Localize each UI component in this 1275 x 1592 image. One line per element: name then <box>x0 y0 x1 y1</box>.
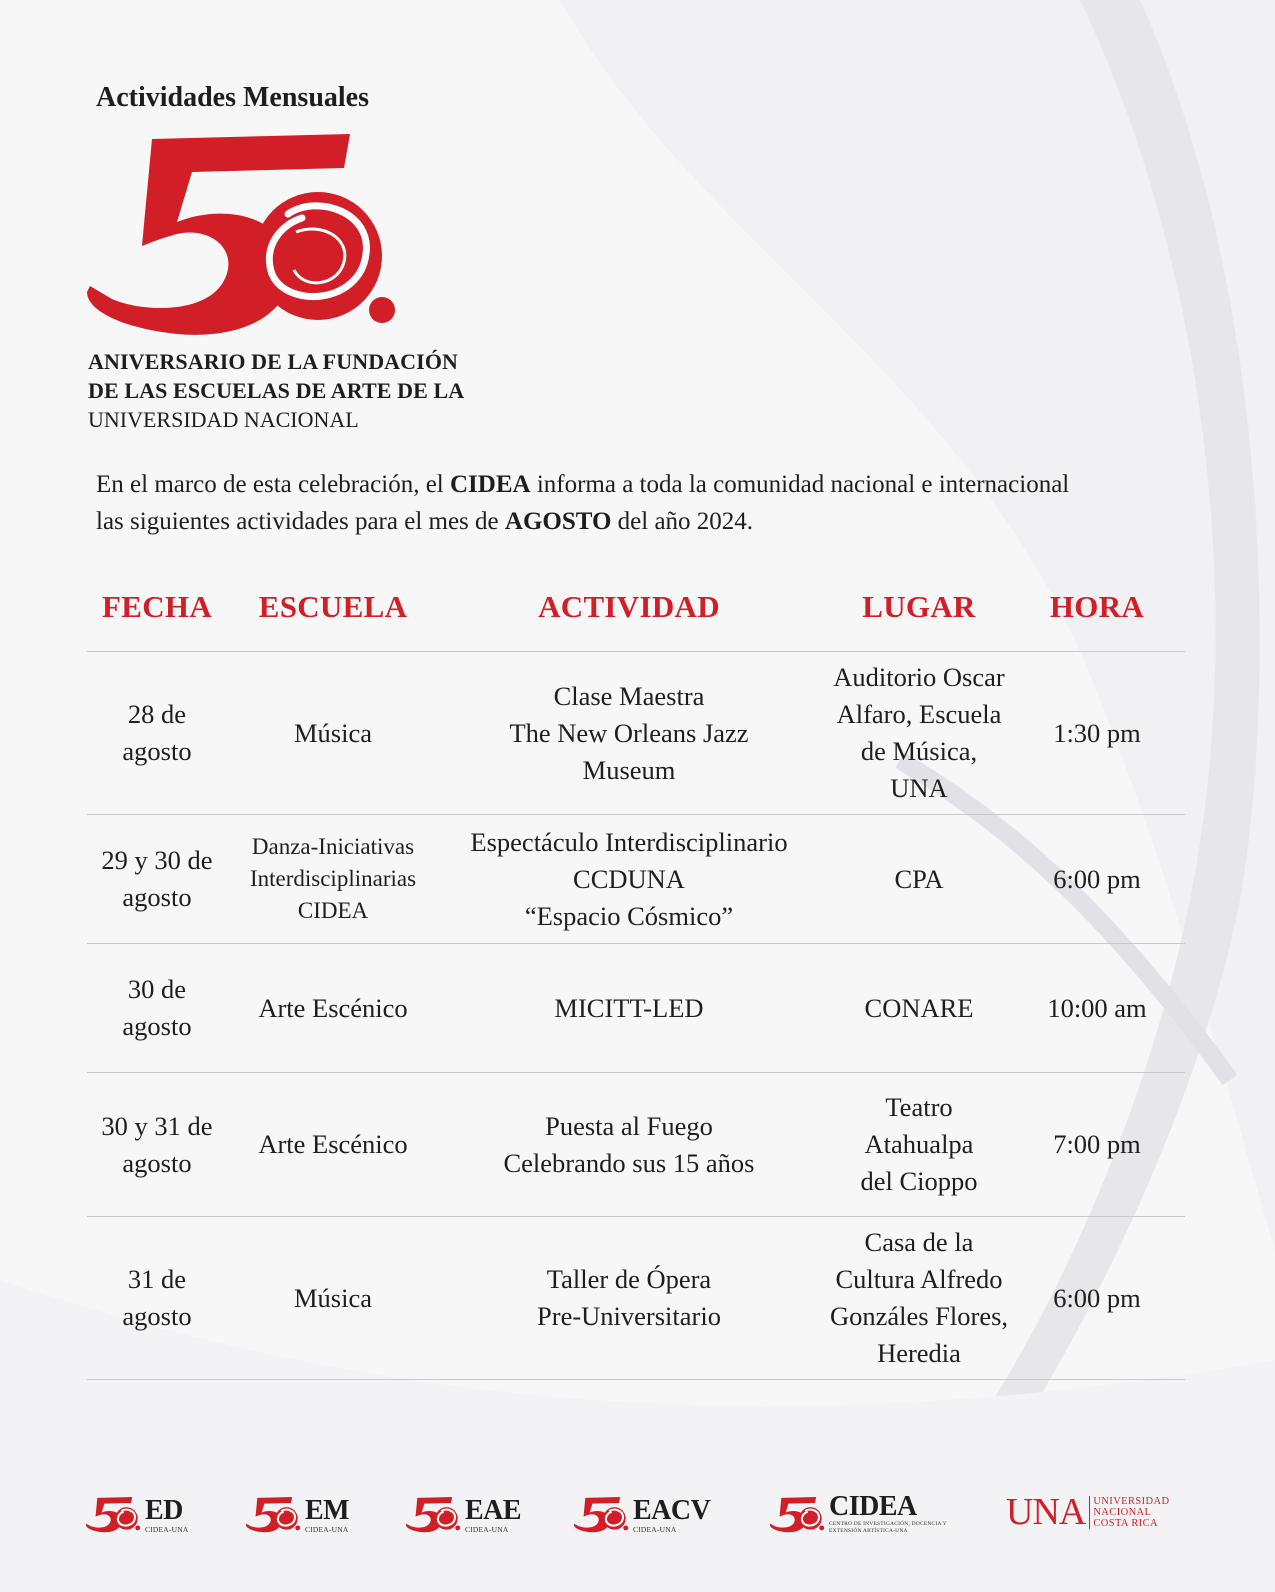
cell-lugar <box>819 1224 1019 1372</box>
footer-logo-code: EM <box>305 1495 350 1526</box>
cell-fecha-line: agosto <box>122 1147 192 1178</box>
cell-actividad <box>439 678 819 789</box>
header-escuela: ESCUELA <box>258 589 408 624</box>
footer-logo-eae <box>405 1488 521 1534</box>
cell-escuela-line: CIDEA <box>297 898 369 923</box>
cell-lugar-line: Auditorio Oscar <box>833 662 1005 692</box>
cell-fecha-line: agosto <box>122 1301 192 1331</box>
table-header <box>87 575 1185 652</box>
cell-lugar <box>819 990 1019 1027</box>
cell-hora-line: 10:00 am <box>1047 992 1147 1023</box>
anniversary-50-logo <box>82 134 412 339</box>
cell-fecha-line: 29 y 30 de <box>101 845 213 875</box>
cell-actividad-line: Puesta al Fuego <box>545 1110 713 1141</box>
footer-logo-sub: CIDEA-UNA <box>305 1525 349 1534</box>
cell-actividad-line: The New Orleans Jazz <box>509 717 749 748</box>
cell-fecha-line: agosto <box>122 882 192 912</box>
una-wordmark: UNA <box>1006 1491 1086 1533</box>
cell-hora-line: 1:30 pm <box>1053 717 1141 748</box>
cell-hora-line: 6:00 pm <box>1053 863 1141 894</box>
cell-lugar-line: CPA <box>894 863 944 894</box>
cell-fecha-line: 30 y 31 de <box>101 1110 213 1141</box>
cell-actividad <box>439 824 819 935</box>
footer-logo-sub: CIDEA-UNA <box>633 1525 677 1534</box>
cell-escuela-line: Música <box>293 717 372 748</box>
footer-logo-sub: CENTRO DE INVESTIGACIÓN, DOCENCIA Y EXTENSIÓN ARTÍSTICA-UNA <box>829 1521 947 1534</box>
cell-fecha <box>87 1261 227 1335</box>
cell-actividad-line: MICITT-LED <box>554 992 704 1023</box>
footer-logos <box>85 1488 1190 1538</box>
table-row <box>87 652 1185 815</box>
table-row <box>87 1073 1185 1217</box>
footer-logo-code: EAE <box>465 1495 522 1526</box>
footer-logo-sub: CIDEA-UNA <box>145 1525 189 1534</box>
cell-hora <box>1019 861 1175 898</box>
header-lugar: LUGAR <box>862 589 976 624</box>
una-line-3: COSTA RICA <box>1093 1517 1159 1529</box>
anniversary-line-2: DE LAS ESCUELAS DE ARTE DE LA <box>88 378 465 403</box>
cell-escuela-line: Interdisciplinarias <box>249 866 417 891</box>
footer-logo-code: CIDEA <box>829 1491 917 1522</box>
cell-escuela-line: Arte Escénico <box>258 1129 408 1159</box>
cell-lugar-line: UNA <box>890 773 948 803</box>
header-hora: HORA <box>1049 589 1145 624</box>
footer-logo-code: EACV <box>633 1495 711 1526</box>
mini-50-logo-icon <box>405 1496 463 1534</box>
cell-lugar-line: Casa de la <box>864 1227 974 1257</box>
header-fecha: FECHA <box>102 589 212 624</box>
intro-paragraph <box>96 466 1096 540</box>
mini-50-logo-icon <box>85 1496 143 1534</box>
cell-fecha <box>87 971 227 1045</box>
footer-logo-cidea <box>769 1488 959 1534</box>
cell-escuela <box>227 1280 439 1317</box>
table-row <box>87 815 1185 944</box>
cell-lugar-line: del Cioppo <box>860 1166 978 1196</box>
cell-actividad-line: Clase Maestra <box>553 680 705 711</box>
cell-hora <box>1019 1126 1175 1163</box>
mini-50-logo-icon <box>245 1496 303 1534</box>
header-actividad: ACTIVIDAD <box>538 589 720 624</box>
intro-text-3: del año 2024. <box>611 508 754 535</box>
page-kicker: Actividades Mensuales <box>96 82 369 113</box>
cell-lugar <box>819 1089 1019 1200</box>
anniversary-line-1: ANIVERSARIO DE LA FUNDACIÓN <box>88 349 459 374</box>
footer-logo-ed <box>85 1488 188 1534</box>
cell-lugar-line: Gonzáles Flores, <box>829 1301 1009 1331</box>
cell-lugar-line: CONARE <box>864 992 974 1023</box>
cell-actividad-line: “Espacio Cósmico” <box>524 900 734 931</box>
cell-actividad-line: Museum <box>582 754 676 785</box>
cell-lugar-line: de Música, <box>860 736 978 766</box>
una-line-2: NACIONAL <box>1093 1506 1152 1518</box>
cell-hora-line: 7:00 pm <box>1053 1129 1141 1159</box>
cell-fecha <box>87 842 227 916</box>
anniversary-title <box>88 347 464 434</box>
cell-escuela <box>227 831 439 927</box>
mini-50-logo-icon <box>573 1496 631 1534</box>
cell-hora <box>1019 990 1175 1027</box>
cell-hora <box>1019 1280 1175 1317</box>
footer-logo-sub: CIDEA-UNA <box>465 1525 509 1534</box>
table-body <box>87 652 1185 1380</box>
cell-escuela-line: Danza-Iniciativas <box>251 834 415 859</box>
cell-actividad-line: Espectáculo Interdisciplinario <box>470 826 788 857</box>
cell-lugar-line: Cultura Alfredo <box>835 1264 1003 1294</box>
table-row <box>87 1217 1185 1380</box>
cell-escuela <box>227 990 439 1027</box>
intro-bold-month: AGOSTO <box>504 508 612 535</box>
cell-escuela-line: Arte Escénico <box>258 992 408 1023</box>
cell-fecha-line: agosto <box>122 736 192 766</box>
cell-actividad-line: Pre-Universitario <box>537 1301 721 1331</box>
cell-lugar-line: Alfaro, Escuela <box>836 699 1002 729</box>
cell-lugar <box>819 861 1019 898</box>
footer-logo-code: ED <box>145 1495 183 1526</box>
cell-escuela <box>227 1126 439 1163</box>
cell-fecha-line: 28 de <box>127 699 187 729</box>
cell-fecha-line: agosto <box>122 1011 192 1041</box>
una-subtitle <box>1089 1496 1169 1529</box>
cell-fecha-line: 31 de <box>127 1264 187 1294</box>
cell-lugar-line: Heredia <box>877 1338 961 1368</box>
footer-logo-em <box>245 1488 349 1534</box>
cell-lugar-line: Teatro <box>885 1092 953 1122</box>
cell-fecha-line: 30 de <box>127 974 187 1004</box>
cell-actividad <box>439 1108 819 1182</box>
intro-text-2: informa a toda la comunidad nacional e internacional las siguientes actividades para el mes de <box>96 471 1070 535</box>
cell-actividad <box>439 990 819 1027</box>
anniversary-line-3: UNIVERSIDAD NACIONAL <box>88 407 359 432</box>
una-line-1: UNIVERSIDAD <box>1093 1495 1170 1507</box>
table-row <box>87 944 1185 1073</box>
cell-actividad-line: CCDUNA <box>573 863 685 894</box>
cell-lugar-line: Atahualpa <box>864 1129 974 1159</box>
intro-bold-cidea: CIDEA <box>449 471 531 498</box>
cell-hora <box>1019 715 1175 752</box>
mini-50-logo-icon <box>769 1496 827 1534</box>
intro-text-1: En el marco de esta celebración, el <box>96 471 450 498</box>
cell-escuela-line: Música <box>293 1282 372 1313</box>
cell-lugar <box>819 659 1019 807</box>
cell-actividad-line: Celebrando sus 15 años <box>503 1147 755 1178</box>
cell-actividad-line: Taller de Ópera <box>546 1264 712 1294</box>
una-logo <box>1006 1493 1169 1531</box>
cell-actividad <box>439 1261 819 1335</box>
footer-logo-eacv <box>573 1488 710 1534</box>
cell-fecha <box>87 1108 227 1182</box>
cell-escuela <box>227 715 439 752</box>
cell-hora-line: 6:00 pm <box>1053 1282 1141 1313</box>
activities-table <box>87 575 1185 1380</box>
cell-fecha <box>87 696 227 770</box>
